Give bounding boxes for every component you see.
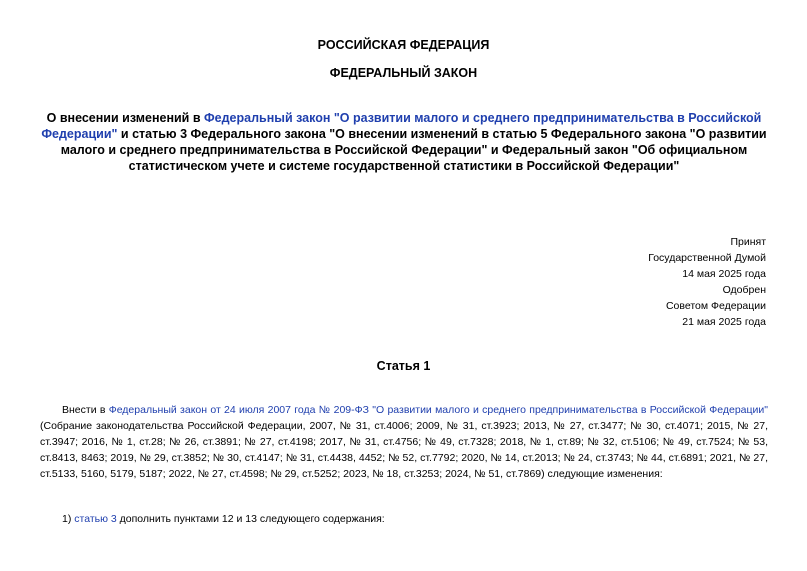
law-title-suffix: и статью 3 Федерального закона "О внесении изменений в статью 5 Федерального закона "О развитии малого и среднего предпринимательства в Российской Федерации" и Федеральный закон "Об официальном статистическом учете и системе государственной статистики в Российской Федерации" <box>60 127 767 173</box>
law-title-prefix: О внесении изменений в <box>46 111 204 125</box>
article-title: Статья 1 <box>376 359 431 373</box>
intro-suffix: (Собрание законодательства Российской Федерации, 2007, № 31, ст.4006; 2009, № 31, ст.3923; 2013, № 27, ст.3477; № 30, ст.4071; 2015, № 27, ст.3947; 2016, № 1, ст.28; № 26, ст.3891; № 27, ст.4198; 2017, № 31, ст.4756; № 49, ст.7328; 2018, № 1, ст.89; № 32, ст.5106; № 49, ст.7524; № 53, ст.8413, 8463; 2019, № 29, ст.3852; № 30, ст.4147; № 31, ст.4438, 4452; № 52, ст.7792; 2020, № 14, ст.2013; № 24, ст.3743; № 44, ст.6891; 2021, № 27, ст.5133, 5160, 5179, 5187; 2022, № 27, ст.4598; № 29, ст.5252; 2023, № 18, ст.3253; 2024, № 51, ст.7869) следующие изменения: <box>40 420 768 480</box>
acceptance-block <box>648 234 766 330</box>
accepted-date: 14 мая 2025 года <box>682 268 766 280</box>
law-title-link[interactable]: Федеральный закон "О развитии малого и среднего предпринимательства в Российской Федерации" <box>41 111 762 141</box>
list-item-1 <box>62 511 385 527</box>
intro-prefix: Внести в <box>62 404 109 416</box>
approved-label: Одобрен <box>722 284 766 296</box>
country-heading: РОССИЙСКАЯ ФЕДЕРАЦИЯ <box>317 38 490 52</box>
item-text: дополнить пунктами 12 и 13 следующего содержания: <box>116 513 385 525</box>
item-number: 1) <box>62 513 75 525</box>
intro-law-link[interactable]: Федеральный закон от 24 июля 2007 года № 209-ФЗ "О развитии малого и среднего предпринимательства в Российской Федерации" <box>108 404 768 416</box>
accepted-by: Государственной Думой <box>648 252 766 264</box>
approved-by: Советом Федерации <box>665 300 766 312</box>
approved-date: 21 мая 2025 года <box>682 316 766 328</box>
document-type-heading: ФЕДЕРАЛЬНЫЙ ЗАКОН <box>329 66 478 80</box>
item-article-link[interactable]: статью 3 <box>74 513 117 525</box>
accepted-label: Принят <box>730 236 766 248</box>
law-title <box>36 110 772 174</box>
article-intro-paragraph <box>40 402 768 482</box>
